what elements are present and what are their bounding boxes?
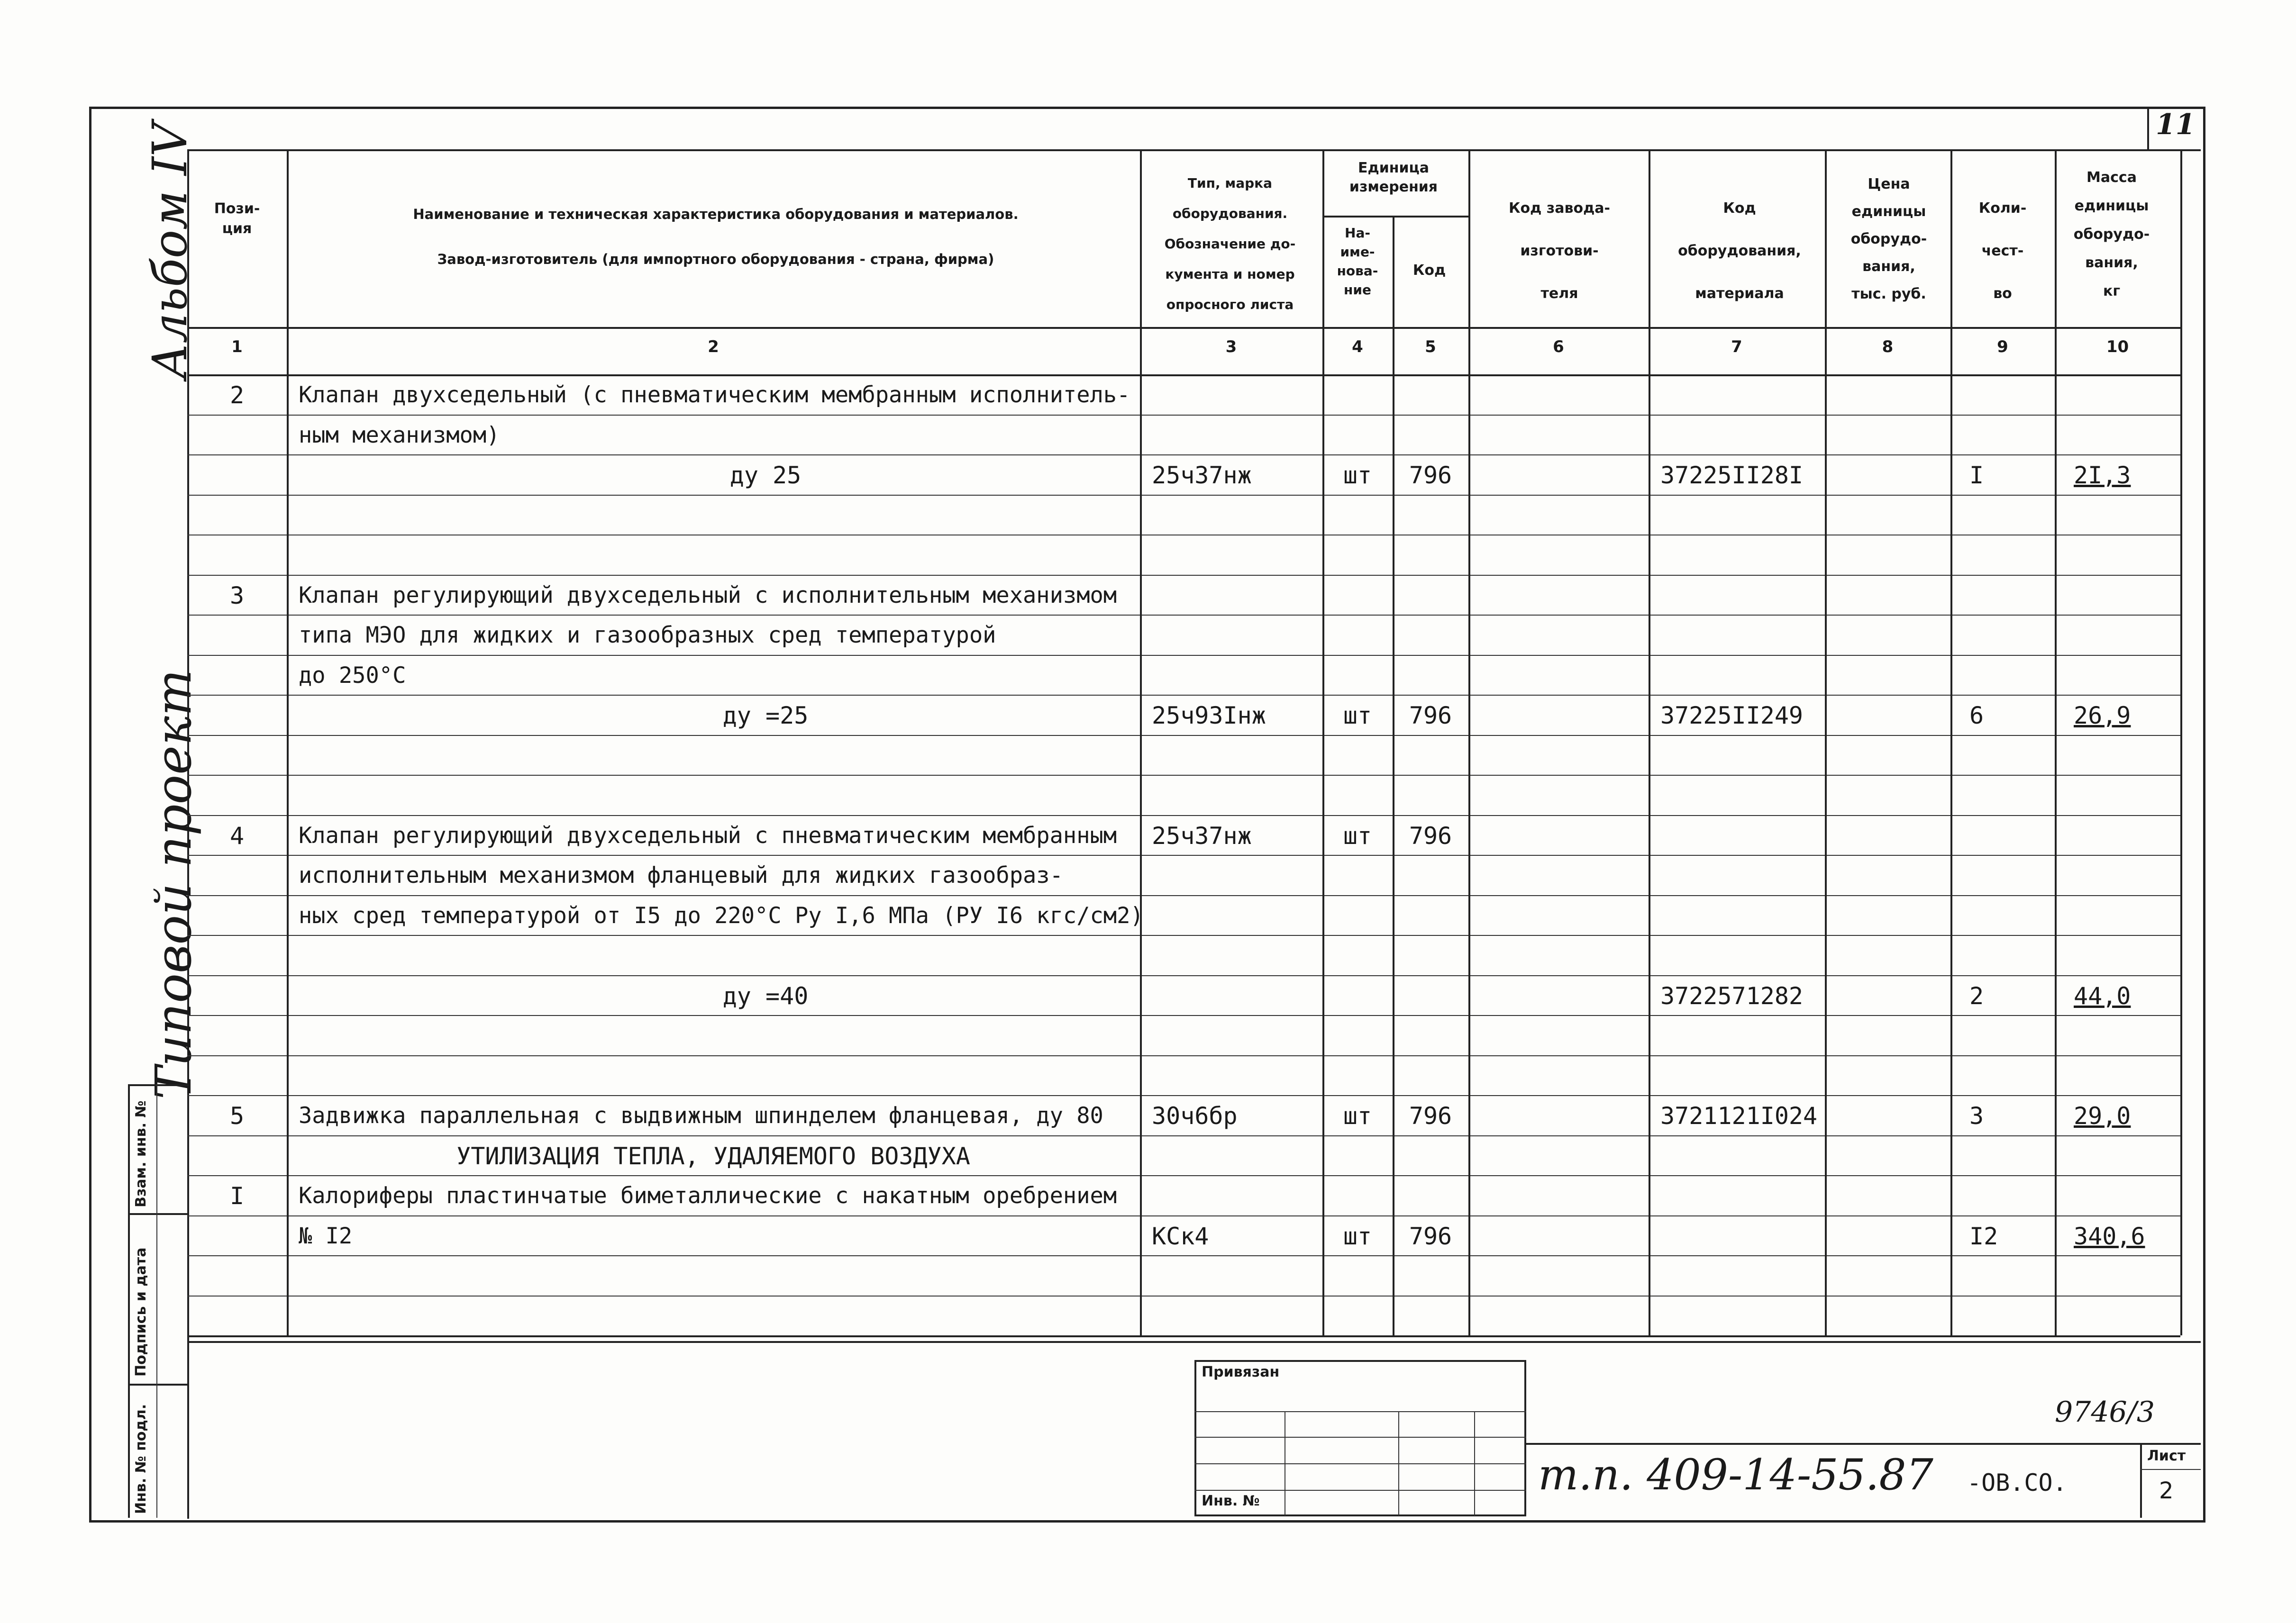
- column-number: 4: [1352, 337, 1363, 356]
- row-name: ным механизмом): [299, 422, 500, 448]
- album-note: Альбом IV: [142, 122, 198, 379]
- row-mass: 26,9: [2074, 702, 2131, 729]
- row-unit: шт: [1343, 702, 1372, 729]
- row-quantity: 3: [1969, 1102, 1984, 1130]
- column-number: 8: [1882, 337, 1894, 356]
- document-number: т.п. 409-14-55.87: [1538, 1450, 1933, 1500]
- row-position: I: [229, 1182, 245, 1210]
- row-unit-code: 796: [1409, 702, 1452, 729]
- row-name: до 250°С: [299, 662, 406, 689]
- row-unit: шт: [1343, 462, 1372, 489]
- column-number: 6: [1553, 337, 1564, 356]
- row-name: ду 25: [729, 462, 802, 489]
- row-name: Клапан двухседельный (с пневматическим мембранным исполнитель-: [299, 382, 1130, 408]
- header-name: Наименование и техническая характеристика оборудования и материалов. Завод-изготовитель (для импортного оборудования - страна, фирма): [413, 206, 1019, 267]
- margin-field-replace-inv: Взам. инв. №: [133, 1100, 149, 1207]
- sheet-number: 2: [2159, 1478, 2174, 1504]
- row-equipment-code: 3722571282: [1660, 982, 1804, 1010]
- inv-label: Инв. №: [1202, 1493, 1260, 1509]
- header-unit-code: Код: [1412, 262, 1446, 279]
- archive-number: 9746/3: [2055, 1396, 2155, 1429]
- row-unit-code: 796: [1409, 1222, 1452, 1250]
- header-quantity: Коли- чест- во: [1978, 200, 2027, 302]
- row-equipment-code: 37225II249: [1660, 702, 1804, 729]
- header-mass: Масса единицы оборудо- вания, кг: [2073, 169, 2150, 299]
- row-position: 5: [229, 1102, 245, 1130]
- row-name: Клапан регулирующий двухседельный с исполнительным механизмом: [299, 582, 1117, 608]
- row-mass: 44,0: [2074, 982, 2131, 1010]
- row-name: № I2: [299, 1223, 353, 1249]
- row-unit: шт: [1343, 1222, 1372, 1250]
- row-name: Калориферы пластинчатые биметаллические с накатным оребрением: [299, 1183, 1117, 1209]
- document-suffix: -ОВ.СО.: [1967, 1469, 2067, 1496]
- row-quantity: 6: [1969, 702, 1984, 729]
- row-quantity: I2: [1969, 1222, 1998, 1250]
- project-note: Типовой проект: [145, 669, 202, 1099]
- row-position: 4: [229, 822, 245, 850]
- row-type: 25ч37нж: [1152, 462, 1252, 489]
- row-unit: шт: [1343, 1102, 1372, 1130]
- header-unit-group: Единица измерения: [1349, 160, 1438, 195]
- sheet-label: Лист: [2147, 1448, 2186, 1464]
- row-name: исполнительным механизмом фланцевый для жидких газообраз-: [299, 862, 1063, 889]
- row-name: типа МЭО для жидких и газообразных сред температурой: [299, 622, 996, 648]
- row-unit-code: 796: [1409, 1102, 1452, 1130]
- bound-label: Привязан: [1202, 1364, 1280, 1380]
- margin-field-signature-date: Подпись и дата: [133, 1247, 149, 1377]
- header-maker-code: Код завода- изготови- теля: [1509, 200, 1610, 302]
- column-number: 3: [1225, 337, 1237, 356]
- row-type: 30ч6бр: [1152, 1102, 1238, 1130]
- column-number: 9: [1997, 337, 2008, 356]
- column-number: 10: [2106, 337, 2129, 356]
- row-equipment-code: 37225II28I: [1660, 462, 1804, 489]
- row-type: 25ч93Iнж: [1152, 702, 1266, 729]
- row-unit: шт: [1343, 822, 1372, 850]
- row-name: ду =40: [722, 982, 809, 1010]
- row-mass: 340,6: [2074, 1222, 2145, 1250]
- row-quantity: 2: [1969, 982, 1984, 1010]
- row-name: Клапан регулирующий двухседельный с пневматическим мембранным: [299, 822, 1117, 849]
- row-name: УТИЛИЗАЦИЯ ТЕПЛА, УДАЛЯЕМОГО ВОЗДУХА: [456, 1142, 970, 1170]
- header-price: Цена единицы оборудо- вания, тыс. руб.: [1850, 176, 1927, 302]
- row-position: 2: [229, 381, 245, 409]
- row-mass: 29,0: [2074, 1102, 2131, 1130]
- header-equipment-code: Код оборудования, материала: [1678, 200, 1801, 302]
- row-unit-code: 796: [1409, 822, 1452, 850]
- row-name: ду =25: [722, 702, 809, 729]
- row-name: ных сред температурой от I5 до 220°С Ру I,6 МПа (РУ I6 кгс/см2): [299, 902, 1144, 929]
- margin-field-inv-orig: Инв. № подл.: [133, 1404, 149, 1514]
- column-number: 5: [1425, 337, 1436, 356]
- column-number: 2: [708, 337, 719, 356]
- header-type: Тип, марка оборудования. Обозначение до- кумента и номер опросного листа: [1164, 175, 1296, 312]
- column-number: 7: [1731, 337, 1742, 356]
- row-type: КСк4: [1152, 1222, 1209, 1250]
- row-name: Задвижка параллельная с выдвижным шпинделем фланцевая, ду 80: [299, 1103, 1103, 1129]
- row-equipment-code: 3721121I024: [1660, 1102, 1818, 1130]
- row-type: 25ч37нж: [1152, 822, 1252, 850]
- sheet-mark: 11: [2156, 108, 2196, 141]
- row-quantity: I: [1969, 462, 1984, 489]
- row-unit-code: 796: [1409, 462, 1452, 489]
- header-unit-name: На- име- нова- ние: [1337, 225, 1378, 298]
- row-mass: 2I,3: [2074, 462, 2131, 489]
- header-position: Пози- ция: [214, 200, 260, 237]
- column-number: 1: [231, 337, 243, 356]
- row-position: 3: [229, 581, 245, 609]
